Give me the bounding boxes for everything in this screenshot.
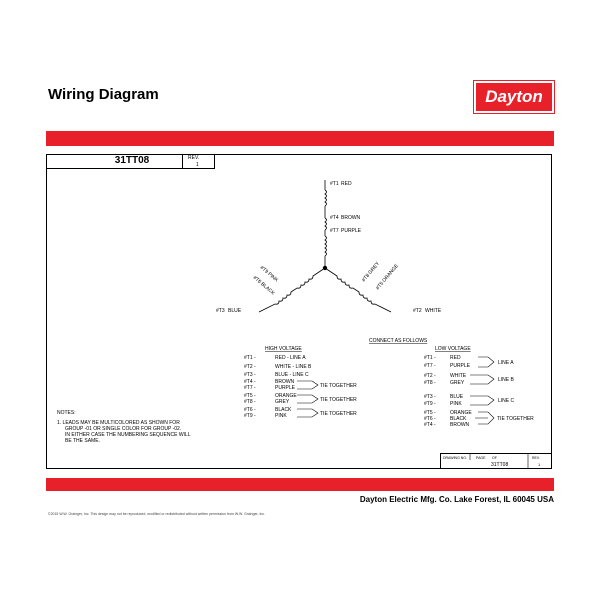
hv-row-lead: #T4 - <box>244 379 256 385</box>
lv-row-text: RED <box>450 355 461 361</box>
lead-t9-color: PINK <box>266 271 280 284</box>
hv-row-text: RED - LINE A <box>275 355 306 361</box>
hv-row-text: PURPLE <box>275 385 296 391</box>
footer-rev-value: 1 <box>538 462 541 467</box>
hv-row-lead: #T5 - <box>244 393 256 399</box>
lead-t7-label: #T7 <box>330 228 339 234</box>
lead-t2-label: #T2 <box>413 308 422 314</box>
lead-t6-label: #T6 <box>251 274 263 286</box>
lv-row-lead: #T4 - <box>424 422 436 428</box>
hv-row-lead: #T9 - <box>244 413 256 419</box>
lv-row-lead: #T3 - <box>424 394 436 400</box>
lv-row-text: BLACK <box>450 416 467 422</box>
hv-row-lead: #T8 - <box>244 399 256 405</box>
notes-line: IN EITHER CASE THE NUMBERING SEQUENCE WILL <box>65 432 191 438</box>
lead-t5-label: #T5 <box>374 280 386 292</box>
hv-row-lead: #T3 - <box>244 372 256 378</box>
bottom-red-band <box>46 478 554 491</box>
lv-row-text: PINK <box>450 401 462 407</box>
lv-row-text: GREY <box>450 380 465 386</box>
low-voltage-table <box>424 355 472 428</box>
hv-row-lead: #T7 - <box>244 385 256 391</box>
lv-tie: TIE TOGETHER <box>497 416 534 422</box>
hv-row-text: BLACK <box>275 407 292 413</box>
high-voltage-heading: HIGH VOLTAGE <box>265 346 302 352</box>
hv-row-text: PINK <box>275 413 287 419</box>
lv-row-text: PURPLE <box>450 363 471 369</box>
drawing-number: 31TT08 <box>114 155 150 166</box>
low-voltage-heading: LOW VOLTAGE <box>435 346 471 352</box>
connect-heading: CONNECT AS FOLLOWS <box>369 338 428 344</box>
lead-t1-color: RED <box>341 181 352 187</box>
dayton-logo: Dayton <box>474 81 554 113</box>
notes-line: 1. LEADS MAY BE MULTICOLORED AS SHOWN FOR <box>57 420 180 426</box>
lv-row-lead: #T1 - <box>424 355 436 361</box>
footer-page-label: PAGE <box>476 456 486 460</box>
notes-heading: NOTES: <box>57 410 76 416</box>
footer-of-label: OF <box>492 456 497 460</box>
hv-tie-1: TIE TOGETHER <box>320 383 357 389</box>
lv-row-lead: #T5 - <box>424 410 436 416</box>
lead-t5-color: ORANGE <box>381 263 400 284</box>
rev-label: REV. <box>188 155 200 161</box>
hv-row-lead: #T2 - <box>244 364 256 370</box>
lv-row-lead: #T2 - <box>424 373 436 379</box>
lv-row-lead: #T9 - <box>424 401 436 407</box>
lv-row-lead: #T7 - <box>424 363 436 369</box>
hv-row-lead: #T1 - <box>244 355 256 361</box>
lv-row-text: BROWN <box>450 422 470 428</box>
lead-t8-label: #T8 <box>360 272 372 284</box>
star-junction <box>323 266 327 270</box>
copyright-notice: ©2015 W.W. Grainger, Inc. This design may not be reproduced, modified or redistributed without written permission from W.W. Grainger, Inc. <box>48 512 266 516</box>
lv-row-lead: #T6 - <box>424 416 436 422</box>
lead-t3-color: BLUE <box>228 308 242 314</box>
hv-row-text: BLUE - LINE C <box>275 372 309 378</box>
lead-t8-color: GREY <box>367 260 382 276</box>
footer-title-block <box>440 453 552 469</box>
hv-row-text: ORANGE <box>275 393 297 399</box>
lead-t4-color: BROWN <box>341 215 361 221</box>
lead-t3-label: #T3 <box>216 308 225 314</box>
lead-t4-label: #T4 <box>330 215 339 221</box>
company-address: Dayton Electric Mfg. Co. Lake Forest, IL 60045 USA <box>359 495 554 504</box>
footer-drawing-no-label: DRAWING NO. <box>443 456 467 460</box>
lead-t2-color: WHITE <box>425 308 442 314</box>
lead-t1-label: #T1 <box>330 181 339 187</box>
lv-line-a: LINE A <box>498 360 514 366</box>
lead-t7-color: PURPLE <box>341 228 362 234</box>
notes-line: GROUP -01 OR SINGLE COLOR FOR GROUP -02. <box>65 426 182 432</box>
hv-row-text: BROWN <box>275 379 295 385</box>
lv-line-b: LINE B <box>498 377 514 383</box>
page-title: Wiring Diagram <box>48 86 159 103</box>
hv-tie-2: TIE TOGETHER <box>320 397 357 403</box>
lv-row-lead: #T8 - <box>424 380 436 386</box>
footer-drawing-number: 31TT08 <box>491 462 509 468</box>
lv-row-text: BLUE <box>450 394 464 400</box>
high-voltage-table <box>244 355 312 419</box>
lead-t9-label: #T9 <box>258 264 270 276</box>
lead-t6-color: BLACK <box>259 281 276 297</box>
lv-line-c: LINE C <box>498 398 515 404</box>
hv-tie-3: TIE TOGETHER <box>320 411 357 417</box>
hv-row-text: WHITE - LINE B <box>275 364 312 370</box>
hv-row-text: GREY <box>275 399 290 405</box>
notes-line: BE THE SAME. <box>65 438 100 444</box>
lv-row-text: ORANGE <box>450 410 472 416</box>
lv-row-text: WHITE <box>450 373 467 379</box>
rev-value: 1 <box>196 162 199 168</box>
footer-rev-label: REV. <box>532 456 540 460</box>
hv-row-lead: #T6 - <box>244 407 256 413</box>
